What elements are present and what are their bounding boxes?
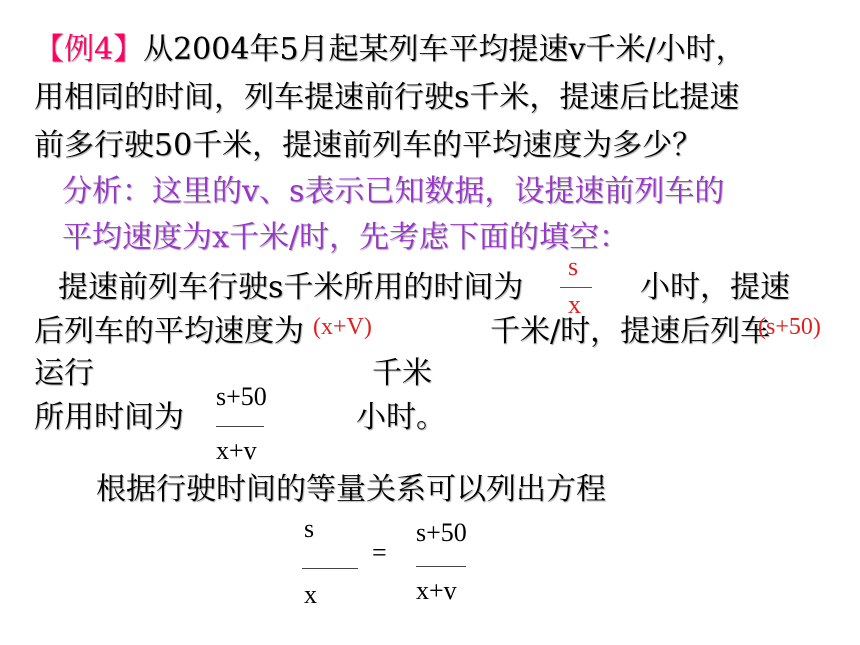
answer-new-time-denominator: x+v	[216, 436, 257, 465]
answer-time-bar	[560, 287, 592, 288]
analysis-line-1-text: 这里的v、s表示已知数据，设提速前列车的	[152, 174, 725, 209]
answer-time-numerator: s	[568, 252, 579, 281]
analysis-label: 分析：	[62, 174, 152, 209]
example-tag: 【例4】	[34, 32, 144, 67]
example-line-1	[34, 32, 746, 68]
example-line-3: 前多行驶50千米，提速前列车的平均速度为多少？	[34, 128, 703, 163]
equation-right-bar	[416, 566, 466, 567]
fill-line-4-a: 所用时间为	[34, 400, 184, 435]
equation-right-numerator: s+50	[416, 518, 467, 547]
analysis-line-1	[62, 174, 724, 210]
equation-equals: =	[372, 538, 387, 567]
answer-new-time-bar	[216, 426, 264, 427]
fill-line-3-a: 运行	[34, 356, 94, 391]
answer-time-denominator: x	[568, 290, 581, 319]
equation-left-numerator: s	[304, 514, 315, 543]
fill-line-2-a: 后列车的平均速度为	[34, 314, 304, 349]
equation-intro: 根据行驶时间的等量关系可以列出方程	[96, 472, 606, 507]
fill-line-4-b: 小时。	[356, 400, 446, 435]
fill-line-1-a: 提速前列车行驶s千米所用的时间为	[58, 270, 524, 305]
answer-distance: (s+50)	[758, 314, 821, 340]
fill-line-1-b: 小时，提速	[640, 270, 790, 305]
equation-left-denominator: x	[304, 580, 317, 609]
fill-line-3-b: 千米	[372, 356, 432, 391]
analysis-line-2: 平均速度为x千米/时，先考虑下面的填空：	[62, 220, 630, 255]
fill-line-2-b: 千米/时，提速后列车	[490, 314, 771, 349]
example-line-1-text: 从2004年5月起某列车平均提速v千米/小时，	[143, 32, 746, 67]
answer-new-time-numerator: s+50	[216, 382, 267, 411]
equation-right-denominator: x+v	[416, 576, 457, 605]
equation-left-bar	[302, 568, 358, 569]
example-line-2: 用相同的时间，列车提速前行驶s千米，提速后比提速	[34, 80, 740, 115]
answer-speed: (x+V)	[313, 314, 372, 340]
